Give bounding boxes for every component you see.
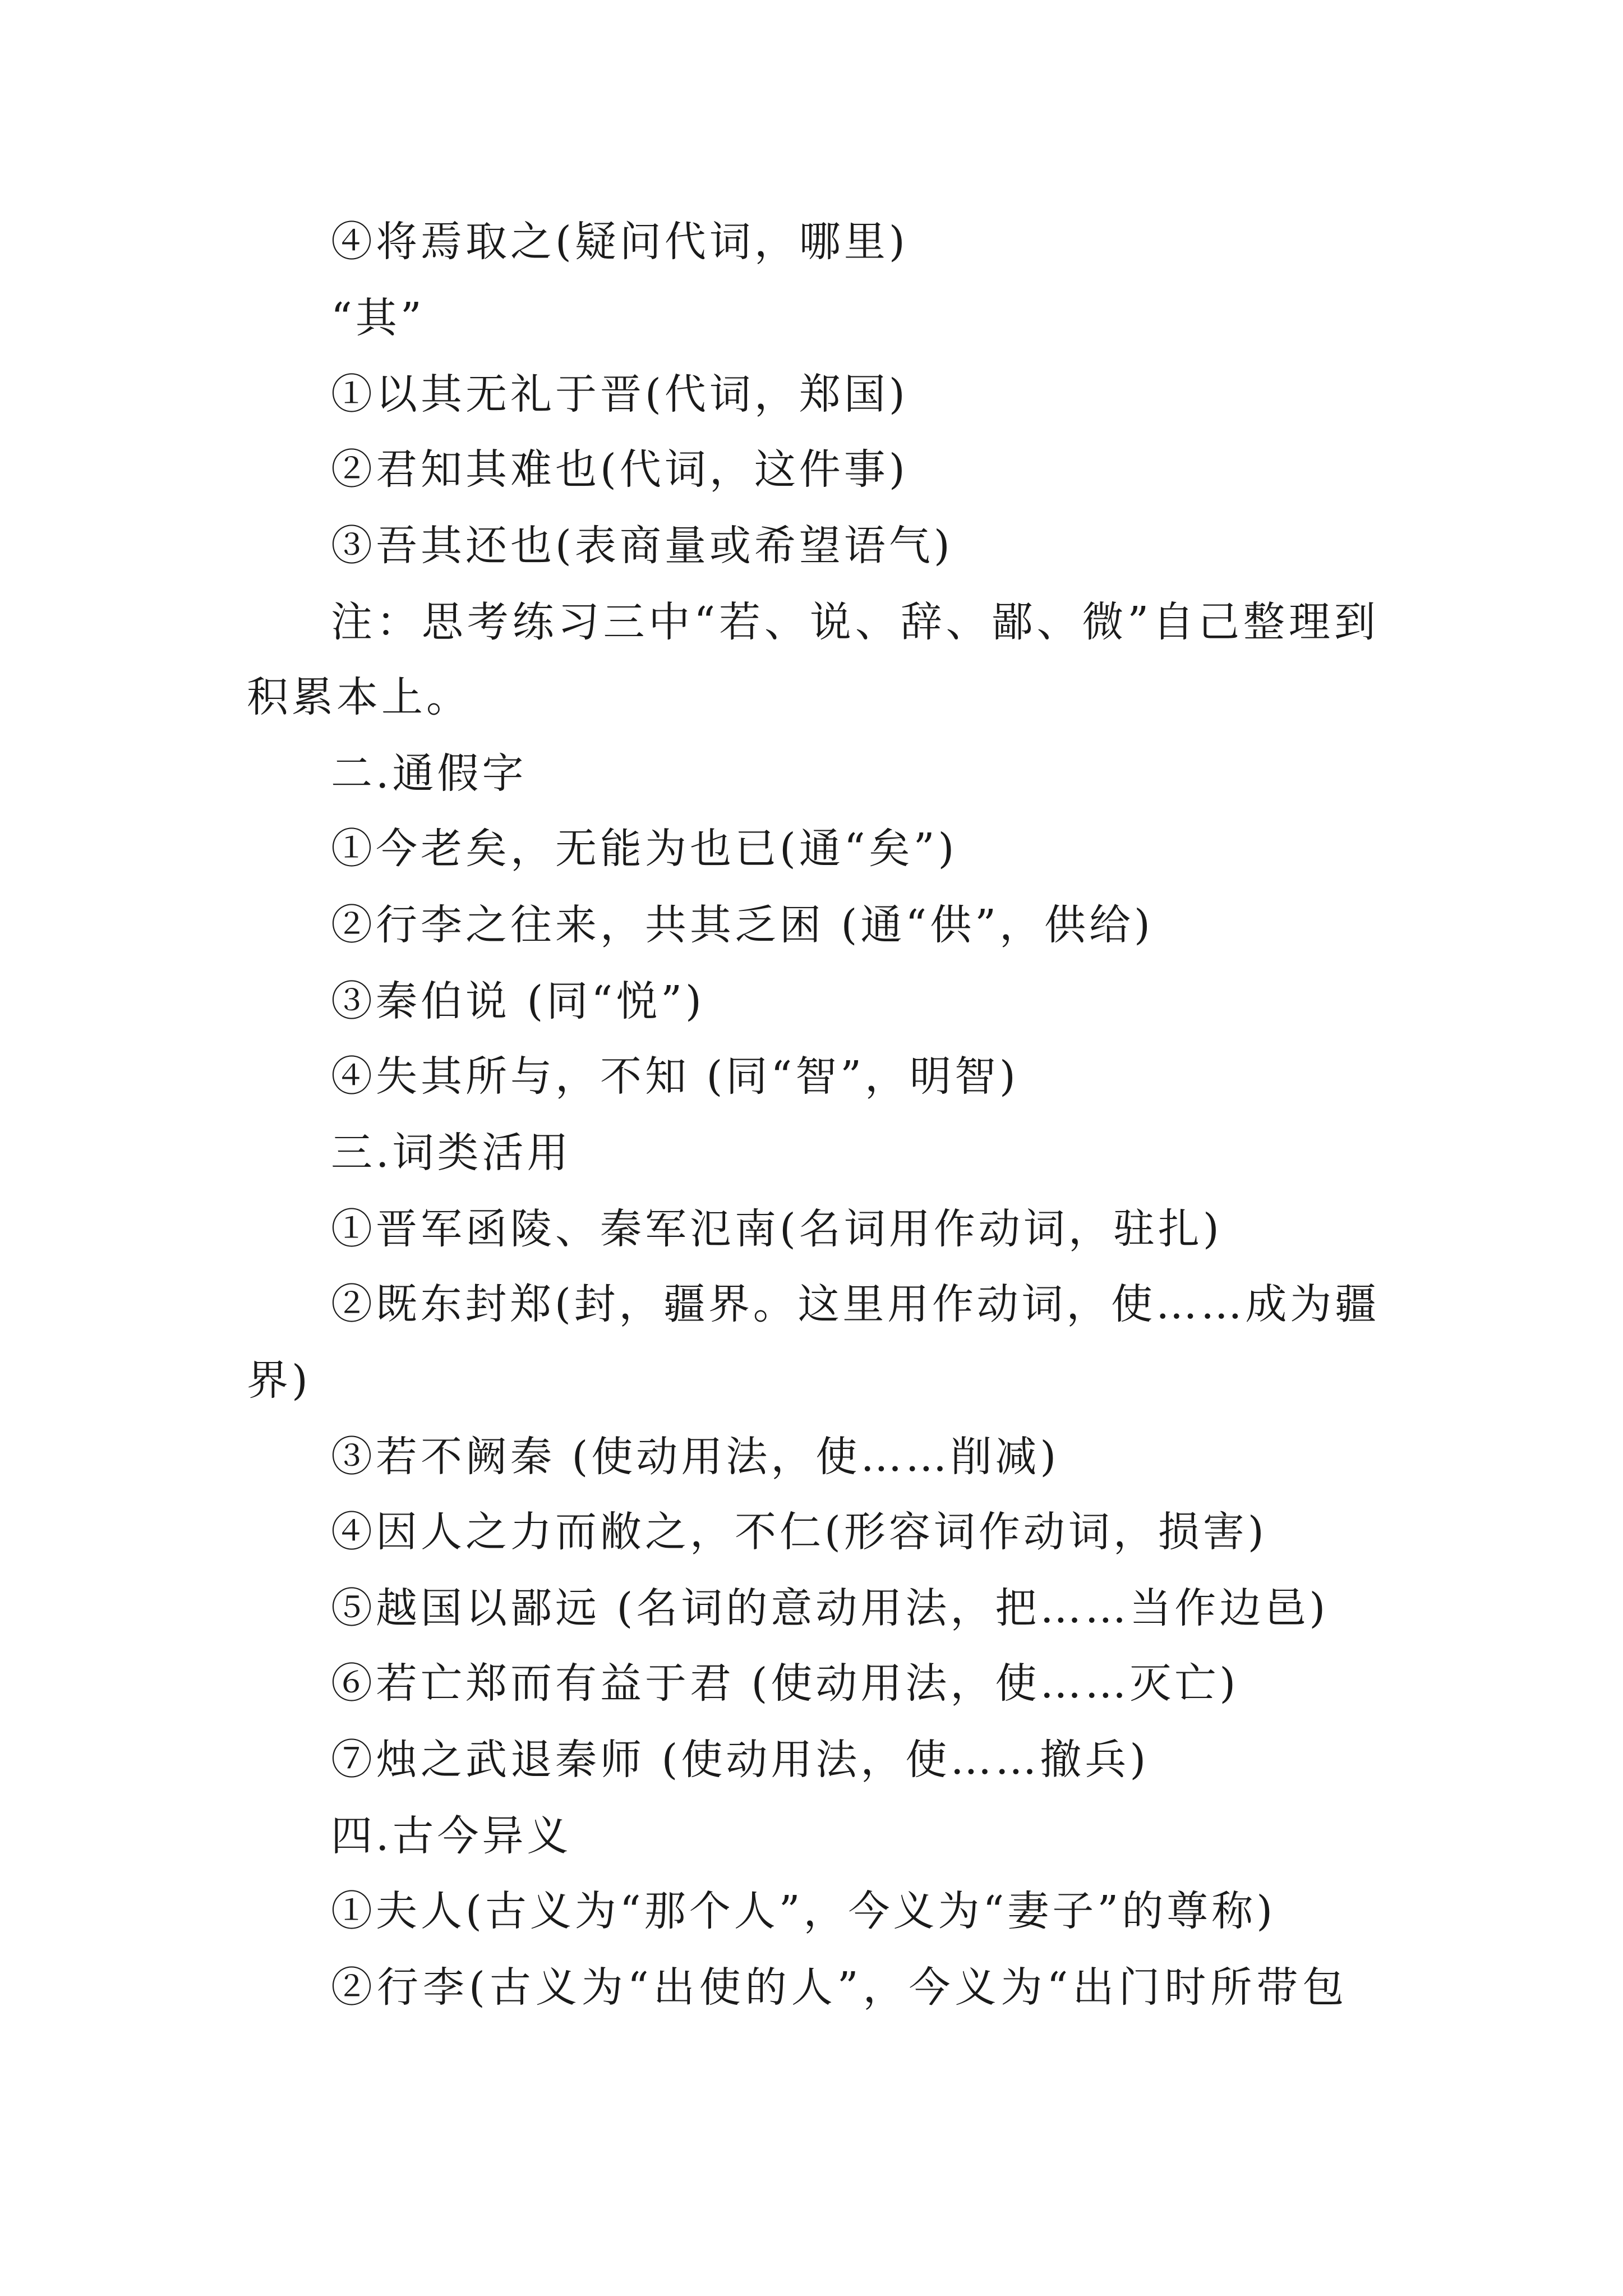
text-line: ①夫人(古义为“那个人”，今义为“妻子”的尊称) xyxy=(331,1887,1276,1935)
text-line: 注：思考练习三中“若、说、辞、鄙、微”自己整理到 xyxy=(331,598,1380,646)
text-line: ④失其所与，不知 (同“智”，明智) xyxy=(331,1052,1019,1101)
text-line: ①今老矣，无能为也已(通“矣”) xyxy=(331,825,958,873)
text-line: ③秦伯说 (同“悦”) xyxy=(331,977,705,1025)
text-line: ④因人之力而敝之，不仁(形容词作动词，损害) xyxy=(331,1508,1267,1556)
text-line: ④将焉取之(疑问代词，哪里) xyxy=(331,218,909,266)
text-line: ②行李之往来，共其乏困 (通“供”，供给) xyxy=(331,901,1154,949)
text-line: ①晋军函陵、秦军氾南(名词用作动词，驻扎) xyxy=(331,1205,1223,1253)
section-heading: 二.通假字 xyxy=(331,749,527,798)
text-line: ②君知其难也(代词，这件事) xyxy=(331,445,909,494)
text-line: “其” xyxy=(331,294,425,342)
text-line: ②既东封郑(封，疆界。这里用作动词，使……成为疆 xyxy=(331,1280,1380,1328)
text-line: ⑤越国以鄙远 (名词的意动用法，把……当作边邑) xyxy=(331,1584,1329,1632)
text-line: 界) xyxy=(247,1356,311,1405)
section-heading: 三.词类活用 xyxy=(331,1129,572,1177)
text-line: ①以其无礼于晋(代词，郑国) xyxy=(331,370,909,418)
text-line: ⑥若亡郑而有益于君 (使动用法，使……灭亡) xyxy=(331,1659,1239,1708)
text-line: ③吾其还也(表商量或希望语气) xyxy=(331,522,953,570)
text-line: ⑦烛之武退秦师 (使动用法，使……撤兵) xyxy=(331,1736,1150,1784)
text-line: ③若不阙秦 (使动用法，使……削减) xyxy=(331,1433,1060,1481)
text-line: 积累本上。 xyxy=(247,673,471,721)
section-heading: 四.古今异义 xyxy=(331,1812,572,1860)
text-line: ②行李(古义为“出使的人”，今义为“出门时所带包 xyxy=(331,1963,1349,2012)
